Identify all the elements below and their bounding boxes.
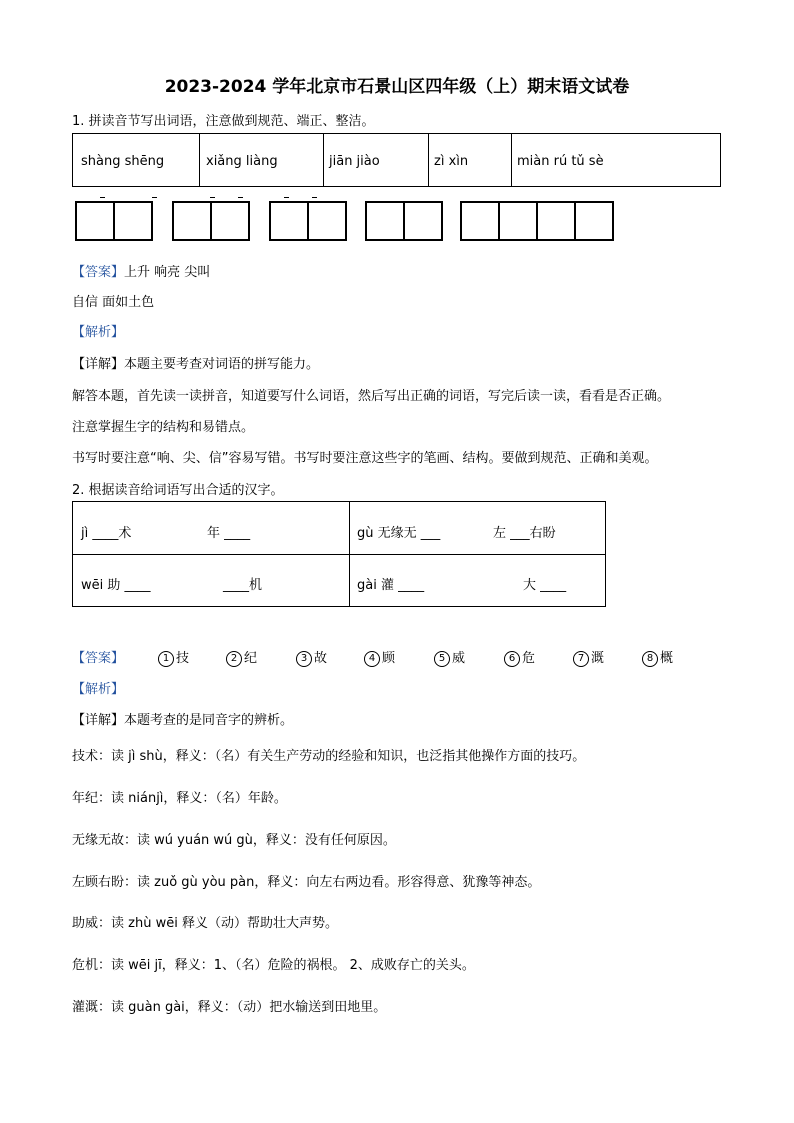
- pinyin-text: shàng shēng: [81, 154, 165, 169]
- writing-box[interactable]: [536, 201, 576, 241]
- writing-box[interactable]: [210, 201, 250, 241]
- decorative-tick: [238, 197, 243, 198]
- answer-item: [434, 647, 465, 667]
- answer-item: [504, 647, 535, 667]
- table-cell-text: wēi 助 ____: [81, 578, 151, 593]
- explanation-paragraph: 注意掌握生字的结构和易错点。: [72, 420, 255, 435]
- table-cell-text: gù 无缘无 ___: [357, 526, 441, 541]
- answer-label: 【答案】: [72, 651, 125, 666]
- detail-2: [72, 709, 293, 728]
- circled-number: 3: [296, 651, 312, 667]
- writing-box-group: [75, 201, 153, 241]
- circled-number: 6: [504, 651, 520, 667]
- writing-box[interactable]: [269, 201, 309, 241]
- writing-box[interactable]: [172, 201, 212, 241]
- detail-text: 本题考查的是同音字的辨析。: [124, 713, 294, 728]
- pinyin-table: [72, 133, 721, 187]
- writing-box-group: [460, 201, 614, 241]
- writing-box[interactable]: [403, 201, 443, 241]
- table-divider: [73, 554, 605, 555]
- analysis-label: 【解析】: [72, 682, 125, 697]
- answer-item: [296, 647, 327, 667]
- answer-1: [72, 261, 210, 280]
- table-cell-text: jì ____术: [81, 526, 132, 541]
- explanation-paragraph: 书写时要注意“响、尖、信”容易写错。书写时要注意这些字的笔画、结构。要做到规范、正确和美观。: [72, 451, 658, 466]
- question-1-prompt: 1. 拼读音节写出词语，注意做到规范、端正、整洁。: [72, 114, 375, 129]
- pinyin-cell: [324, 134, 429, 186]
- explanation-paragraph: 解答本题，首先读一读拼音，知道要写什么词语，然后写出正确的词语，写完后读一读，看看是否正确。: [72, 389, 671, 404]
- writing-box[interactable]: [498, 201, 538, 241]
- question-2-prompt: 2. 根据读音给词语写出合适的汉字。: [72, 483, 284, 498]
- circled-number: 2: [226, 651, 242, 667]
- pinyin-cell: [200, 134, 324, 186]
- circled-number: 5: [434, 651, 450, 667]
- pinyin-cell: [429, 134, 512, 186]
- table-cell-text: 年 ____: [207, 526, 251, 541]
- word-explanation: 左顾右盼：读 zuǒ gù yòu pàn，释义：向左右两边看。形容得意、犹豫等神态。: [72, 875, 541, 890]
- pinyin-text: zì xìn: [434, 154, 469, 169]
- answer-char: 纪: [244, 651, 258, 666]
- circled-number: 8: [642, 651, 658, 667]
- pinyin-cell: [73, 134, 200, 186]
- page-title: 2023-2024 学年北京市石景山区四年级（上）期末语文试卷: [164, 77, 630, 97]
- writing-box[interactable]: [365, 201, 405, 241]
- answer-char: 概: [660, 651, 674, 666]
- answer-char: 危: [522, 651, 536, 666]
- word-explanation: 灌溉：读 guàn gài，释义：（动）把水输送到田地里。: [72, 1000, 387, 1015]
- homophone-table: [72, 501, 606, 607]
- writing-box[interactable]: [113, 201, 153, 241]
- circled-number: 7: [573, 651, 589, 667]
- writing-box-group: [172, 201, 250, 241]
- decorative-tick: [312, 197, 317, 198]
- answer-item: [226, 647, 257, 667]
- writing-box[interactable]: [460, 201, 500, 241]
- table-cell-text: ____机: [223, 578, 263, 593]
- circled-number: 4: [364, 651, 380, 667]
- answer-2: [72, 647, 124, 666]
- table-cell-text: 左 ___右盼: [493, 526, 556, 541]
- writing-box[interactable]: [574, 201, 614, 241]
- pinyin-cell: [512, 134, 720, 186]
- answer-char: 技: [176, 651, 190, 666]
- circled-number: 1: [158, 651, 174, 667]
- pinyin-text: jiān jiào: [329, 154, 380, 169]
- answer-text: 上升 响亮 尖叫: [124, 265, 211, 280]
- table-cell-text: 大 ____: [523, 578, 567, 593]
- writing-box[interactable]: [307, 201, 347, 241]
- decorative-tick: [152, 197, 157, 198]
- decorative-tick: [210, 197, 215, 198]
- word-explanation: 年纪：读 niánjì，释义：（名）年龄。: [72, 791, 287, 806]
- detail-text: 本题主要考查对词语的拼写能力。: [124, 357, 320, 372]
- detail-label: 【详解】: [72, 357, 125, 372]
- pinyin-text: miàn rú tǔ sè: [517, 154, 604, 169]
- answer-char: 故: [314, 651, 328, 666]
- answer-1-line2: 自信 面如土色: [72, 295, 155, 310]
- answer-char: 威: [452, 651, 466, 666]
- detail-label: 【详解】: [72, 713, 125, 728]
- decorative-tick: [100, 197, 105, 198]
- word-explanation: 危机：读 wēi jī，释义：1、（名）危险的祸根。 2、成败存亡的关头。: [72, 958, 475, 973]
- decorative-tick: [284, 197, 289, 198]
- word-explanation: 助威：读 zhù wēi 释义（动）帮助壮大声势。: [72, 916, 338, 931]
- pinyin-text: xiǎng liàng: [206, 154, 278, 169]
- analysis-label: 【解析】: [72, 325, 125, 340]
- writing-box-group: [269, 201, 347, 241]
- word-explanation: 技术：读 jì shù，释义：（名）有关生产劳动的经验和知识，也泛指其他操作方面的技巧。: [72, 749, 586, 764]
- answer-char: 顾: [382, 651, 396, 666]
- writing-box[interactable]: [75, 201, 115, 241]
- answer-label: 【答案】: [72, 265, 125, 280]
- detail-1: [72, 353, 319, 372]
- writing-box-group: [365, 201, 443, 241]
- answer-item: [364, 647, 395, 667]
- answer-char: 溉: [591, 651, 605, 666]
- answer-item: [158, 647, 189, 667]
- answer-item: [573, 647, 604, 667]
- word-explanation: 无缘无故：读 wú yuán wú gù，释义：没有任何原因。: [72, 833, 396, 848]
- table-cell-text: gài 灌 ____: [357, 578, 425, 593]
- answer-item: [642, 647, 673, 667]
